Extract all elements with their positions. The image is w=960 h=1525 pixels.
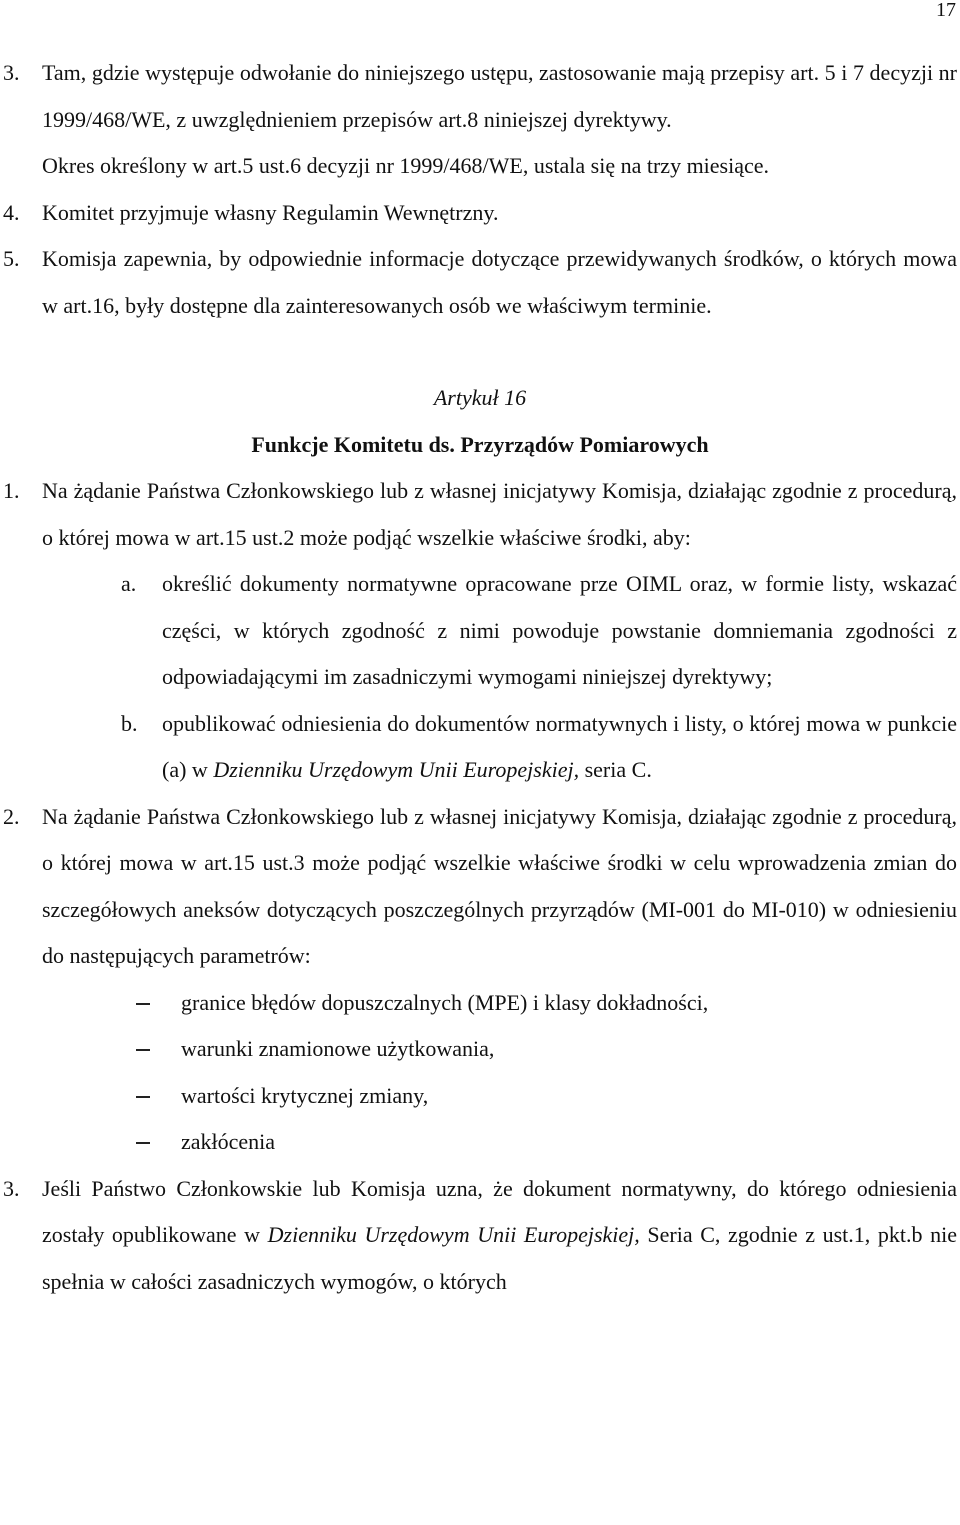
- paragraph-text: Tam, gdzie występuje odwołanie do niniejszego ustępu, zastosowanie mają przepisy art. 5 i 7 decyzji nr 1999/468/WE, z uwzględnieniem przepisów art.8 niniejszej dyrektywy.: [42, 60, 957, 132]
- dash-list-item: [0, 980, 960, 1027]
- dash-list-item: [0, 1073, 960, 1120]
- paragraph-number: 3.: [3, 60, 20, 85]
- dash-list-text: granice błędów dopuszczalnych (MPE) i klasy dokładności,: [181, 989, 709, 1015]
- article-16-paragraph-1: [0, 468, 957, 561]
- paragraph-text: Na żądanie Państwa Członkowskiego lub z własnej inicjatywy Komisja, działając zgodnie z procedurą, o której mowa w art.15 ust.3 może podjąć wszelkie właściwe środki w celu wprowadzenia zmian do szczegółowych aneksów dotyczących poszczególnych przyrządów (MI-001 do MI-010) w odniesieniu do następujących parametrów:: [42, 803, 957, 968]
- paragraph-text: Na żądanie Państwa Członkowskiego lub z własnej inicjatywy Komisja, działając zgodnie z procedurą, o której mowa w art.15 ust.2 może podjąć wszelkie właściwe środki, aby:: [42, 478, 957, 550]
- dash-bullet-icon: [136, 1049, 150, 1051]
- dash-list-text: wartości krytycznej zmiany,: [181, 1082, 429, 1108]
- journal-name: Dzienniku Urzędowym Unii Europejskiej,: [267, 1222, 640, 1247]
- paragraph-text: Komisja zapewnia, by odpowiednie informacje dotyczące przewidywanych środków, o których mowa w art.16, były dostępne dla zainteresowanych osób we właściwym terminie.: [42, 246, 957, 318]
- paragraph-number: 1.: [3, 478, 20, 503]
- document-body: [0, 50, 960, 1305]
- dash-bullet-icon: [136, 1096, 150, 1098]
- paragraph-number: 2.: [3, 803, 20, 829]
- dash-list-item: [0, 1119, 960, 1166]
- paragraph-3-committee-procedure: [0, 50, 957, 143]
- sub-point-letter: a.: [121, 571, 137, 596]
- paragraph-number: 5.: [3, 246, 20, 271]
- article-title: Artykuł 16: [433, 385, 527, 410]
- paragraph-text: Okres określony w art.5 ust.6 decyzji nr 1999/468/WE, ustala się na trzy miesiące.: [42, 153, 770, 178]
- paragraph-5-information: [0, 236, 957, 329]
- sub-point-letter: b.: [121, 710, 138, 736]
- paragraph-number: 4.: [3, 199, 20, 225]
- sub-point-text-end: seria C.: [584, 757, 652, 782]
- dash-list-text: warunki znamionowe użytkowania,: [181, 1036, 495, 1061]
- dash-list-text: zakłócenia: [181, 1129, 276, 1154]
- page-number: 17: [936, 0, 956, 21]
- paragraph-text: Jeśli Państwo Członkowskie lub Komisja uzna, że dokument normatywny, do którego odniesienia zostały opublikowane w: [42, 1175, 957, 1247]
- paragraph-text-end: Seria C, zgodnie z ust.1, pkt.b nie spełnia w całości zasadniczych wymogów, o których: [42, 1222, 957, 1294]
- sub-point-b: [0, 701, 957, 794]
- paragraph-text: Komitet przyjmuje własny Regulamin Wewnętrzny.: [42, 199, 499, 225]
- journal-name: Dzienniku Urzędowym Unii Europejskiej,: [213, 757, 580, 782]
- dash-bullet-icon: [136, 1003, 150, 1005]
- article-subtitle: Funkcje Komitetu ds. Przyrządów Pomiarowych: [251, 431, 709, 457]
- dash-list-item: [0, 1026, 960, 1073]
- paragraph-4-rules: [0, 190, 957, 237]
- sub-point-text: opublikować odniesienia do dokumentów normatywnych i listy, o której mowa w punkcie (a) w: [162, 710, 957, 782]
- sub-point-a: [0, 561, 957, 701]
- article-16-paragraph-2: [0, 794, 957, 980]
- dash-bullet-icon: [136, 1142, 150, 1144]
- paragraph-number: 3.: [3, 1175, 20, 1201]
- article-16-paragraph-3: [0, 1166, 957, 1306]
- paragraph-period: [0, 143, 957, 190]
- sub-point-text: określić dokumenty normatywne opracowane prze OIML oraz, w formie listy, wskazać części, w których zgodność z nimi powoduje powstanie domniemania zgodności z odpowiadającymi im zasadniczymi wymogami niniejszej dyrektywy;: [162, 571, 957, 689]
